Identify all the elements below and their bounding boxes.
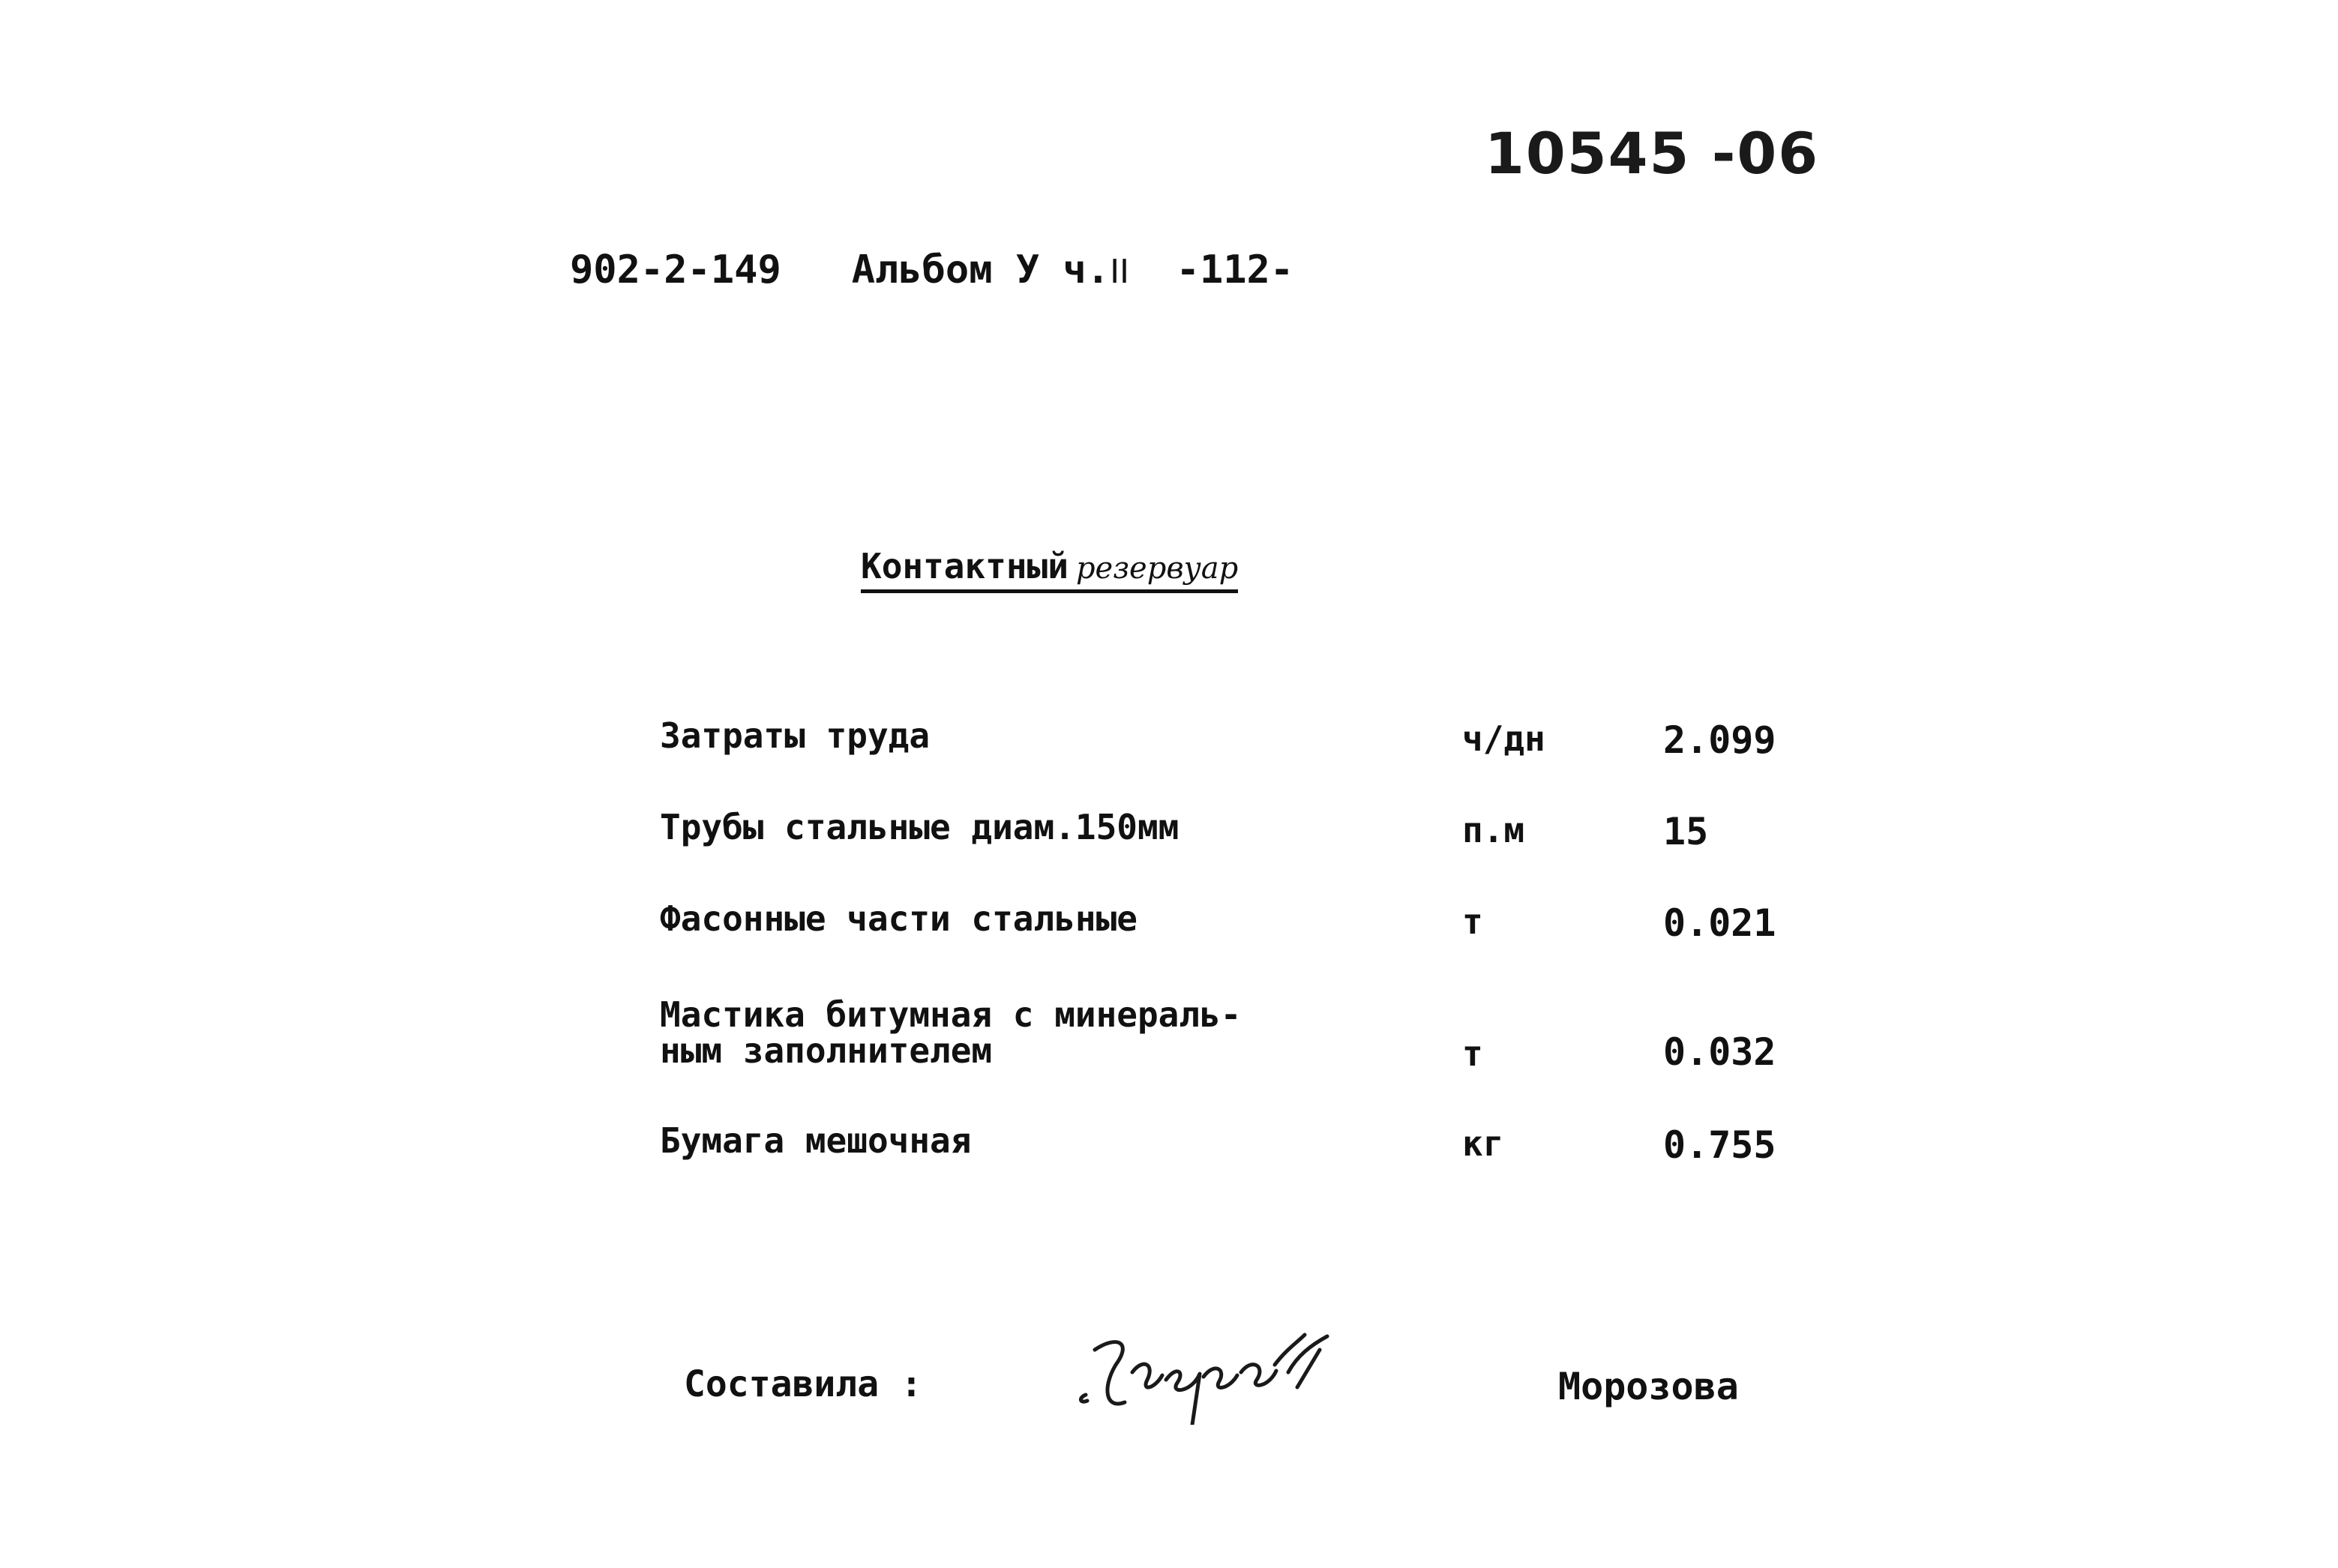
- row-unit: кг: [1462, 1123, 1504, 1164]
- row-name: Трубы стальные диам.150мм: [660, 807, 1179, 847]
- row-value: 0.021: [1663, 901, 1776, 945]
- row-value: 0.032: [1663, 1030, 1776, 1074]
- row-unit: п.м: [1462, 810, 1525, 850]
- section-title: [861, 546, 1238, 593]
- table-row: [0, 1120, 2338, 1168]
- signature-label: Составила :: [684, 1363, 922, 1405]
- table-row: [0, 994, 2338, 1080]
- row-name-line1: Мастика битумная с минераль-: [660, 994, 1242, 1035]
- title-typed: Контактный: [861, 546, 1069, 586]
- row-value: 2.099: [1663, 718, 1776, 762]
- project-code: 902-2-149: [570, 247, 781, 292]
- album-label: Альбом У ч.: [851, 247, 1111, 292]
- page-number: -112-: [1176, 247, 1294, 292]
- album-part: II: [1110, 253, 1130, 291]
- row-unit: ч/дн: [1462, 718, 1545, 759]
- row-value: 0.755: [1663, 1123, 1776, 1167]
- row-unit: т: [1462, 1033, 1483, 1074]
- row-name: Бумага мешочная: [660, 1120, 972, 1161]
- table-row: [0, 715, 2338, 763]
- table-row: [0, 807, 2338, 855]
- row-unit: т: [1462, 901, 1483, 942]
- signer-name: Морозова: [1558, 1365, 1739, 1408]
- document-number: 10545 -06: [1485, 120, 1820, 187]
- row-name-line2: ным заполнителем: [660, 1030, 993, 1071]
- table-row: [0, 898, 2338, 946]
- handwritten-signature: [1072, 1320, 1342, 1425]
- title-handwritten: резервуар: [1075, 551, 1239, 586]
- row-value: 15: [1663, 810, 1709, 853]
- header-line: [570, 247, 1293, 292]
- row-name: Фасонные части стальные: [660, 898, 1138, 939]
- row-name: Затраты труда: [660, 715, 931, 756]
